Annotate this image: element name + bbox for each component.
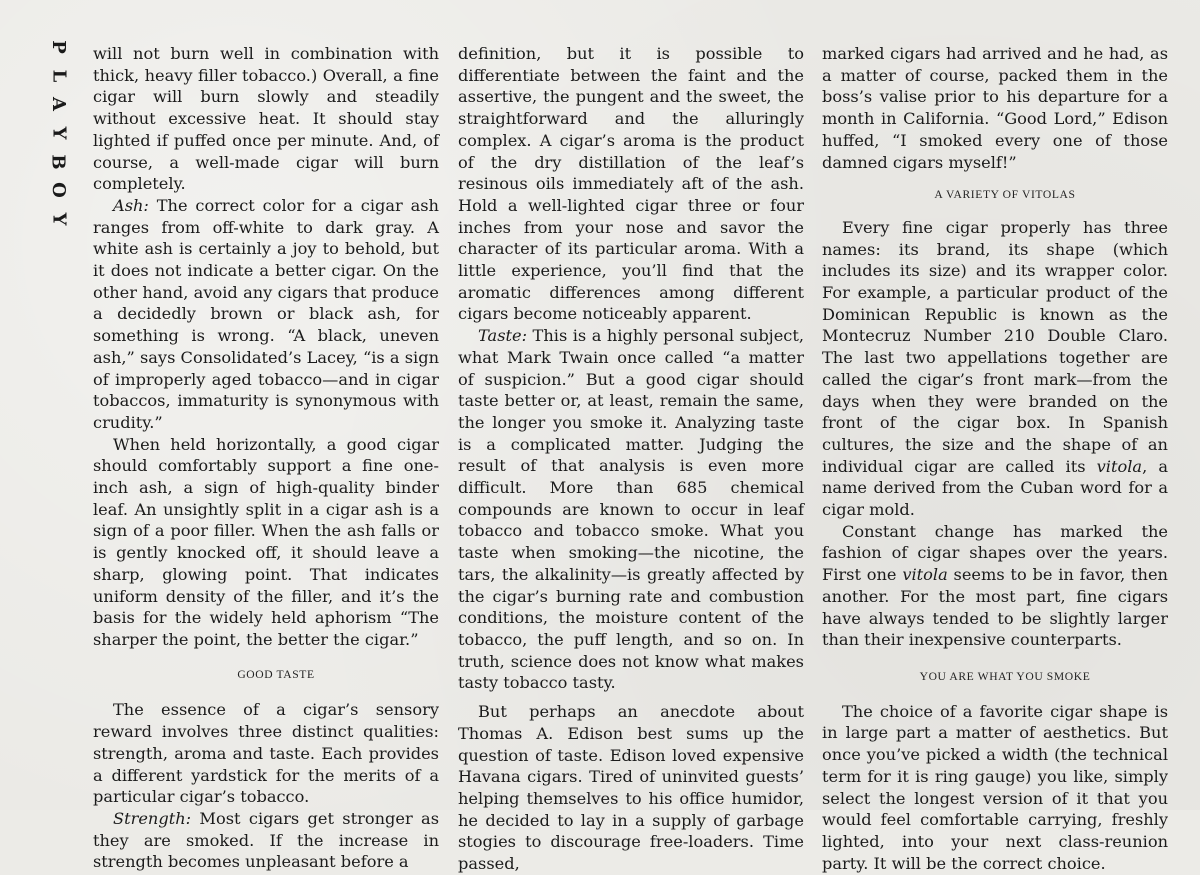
paragraph-text: This is a highly personal subject, what Mark Twain once called “a matter of suspicion.” But a good cigar should taste better or, at least, remain the same, the longer you smoke it. Analyzing taste is a complicated matter. Judging the result of that analysis is even more difficult. More than 685 chemical compounds are known to occur in leaf tobacco and tobacco smoke. What you taste when smoking—the nicotine, the tars, the alkalinity—is greatly affected by the cigar’s burning rate and combustion conditions, the moisture content of the tobacco, the puff length, and so on. In truth, science does not know what makes tasty tobacco tasty.	[458, 326, 804, 693]
paragraph: will not burn well in combination with thick, heavy filler tobacco.) Overall, a fine cigar will burn slowly and steadily without excessive heat. It should stay lighted if puffed once per minute. And, of course, a well-made cigar will burn completely.	[93, 44, 439, 194]
paragraph-taste	[458, 325, 804, 694]
paragraph-lead: Ash:	[113, 195, 149, 215]
paragraph-text: , a name derived from the Cuban word for a cigar mold.	[822, 456, 1168, 520]
masthead-letter: Y	[47, 212, 69, 226]
masthead-letter: Y	[47, 126, 69, 140]
paragraph-text: Constant change has marked the fashion of cigar shapes over the years. First one	[822, 521, 1168, 585]
paragraph-text: The correct color for a cigar ash ranges from off-white to dark gray. A white ash is certainly a joy to behold, but it does not indicate a better cigar. On the other hand, avoid any cigars that produce a decidedly brown or black ash, for something is wrong. “A black, uneven ash,” says Consolidated’s Lacey, “is a sign of improperly aged tobacco—and in cigar tobaccos, immaturity is synonymous with crudity.”	[93, 195, 439, 432]
masthead-letter: B	[48, 154, 69, 170]
paragraph: marked cigars had arrived and he had, as a matter of course, packed them in the boss’s valise prior to his departure for a month in California. “Good Lord,” Edison huffed, “I smoked every one of those damned cigars myself!”	[822, 44, 1168, 172]
paragraph-emphasis: vitola	[902, 565, 948, 585]
section-heading-you-are-what-you-smoke: YOU ARE WHAT YOU SMOKE	[919, 669, 1091, 683]
masthead-letter: A	[48, 97, 69, 112]
paragraph-text: Every fine cigar properly has three names: its brand, its shape (which includes its size) and its wrapper color. For example, a particular product of the Dominican Republic is known as the Montecruz Number 210 Double Claro. The last two appellations together are called the cigar’s front mark—from the days when they were branded on the front of the cigar box. In Spanish cultures, the size and the shape of an individual cigar are called its	[822, 217, 1168, 476]
paragraph: When held horizontally, a good cigar should comfortably support a fine one-inch ash, a sign of high-quality binder leaf. An unsightly split in a cigar ash is a sign of a poor filler. When the ash falls or is gently knocked off, it should leave a sharp, glowing point. That indicates uniform density of the filler, and it’s the basis for the widely held aphorism “The sharper the point, the better the cigar.”	[93, 434, 439, 649]
paragraph-emphasis: vitola	[1096, 456, 1143, 476]
masthead-letter: O	[48, 182, 69, 199]
paragraph-vitolas	[822, 217, 1168, 521]
section-heading-good-taste: GOOD TASTE	[237, 667, 315, 681]
paragraph: The choice of a favorite cigar shape is in large part a matter of aesthetics. But once you’ve picked a width (the technical term for it is ring gauge) you like, simply select the longest version of it that you would feel comfortable carrying, freshly lighted, into your next class-reunion party. It will be the correct choice.	[822, 701, 1168, 873]
paragraph: The essence of a cigar’s sensory reward involves three distinct qualities: strength, aroma and taste. Each provides a different yardstick for the merits of a particular cigar’s tobacco.	[93, 700, 439, 807]
masthead-letter: L	[48, 69, 69, 82]
masthead-playboy	[44, 38, 72, 228]
paragraph-strength	[93, 808, 439, 873]
paragraph-text: Most cigars get stronger as they are smoked. If the increase in strength becomes unpleasant before a	[93, 808, 439, 872]
paragraph-lead: Strength:	[113, 808, 192, 828]
section-heading-variety-of-vitolas: A VARIETY OF VITOLAS	[934, 188, 1076, 202]
paragraph-text: seems to be in favor, then another. For the most part, fine cigars have always tended to be slightly larger than their inexpensive counterparts.	[822, 565, 1168, 650]
paragraph-lead: Taste:	[478, 326, 528, 346]
paragraph: definition, but it is possible to differentiate between the faint and the assertive, the pungent and the sweet, the straightforward and the alluringly complex. A cigar’s aroma is the product of the dry distillation of the leaf’s resinous oils immediately aft of the ash. Hold a well-lighted cigar three or four inches from your nose and savor the character of its particular aroma. With a little experience, you’ll find that the aromatic differences among different cigars become noticeably apparent.	[458, 44, 804, 324]
text-column-3	[822, 43, 1168, 874]
text-column-2	[458, 43, 804, 875]
masthead-letter: P	[47, 40, 69, 54]
text-column-1	[93, 43, 439, 873]
paragraph: But perhaps an anecdote about Thomas A. Edison best sums up the question of taste. Edison loved expensive Havana cigars. Tired of uninvited guests’ helping themselves to his office humidor, he decided to lay in a supply of garbage stogies to discourage free-loaders. Time passed,	[458, 702, 804, 874]
paragraph-ash	[93, 195, 439, 434]
paragraph-shapes	[822, 521, 1168, 651]
